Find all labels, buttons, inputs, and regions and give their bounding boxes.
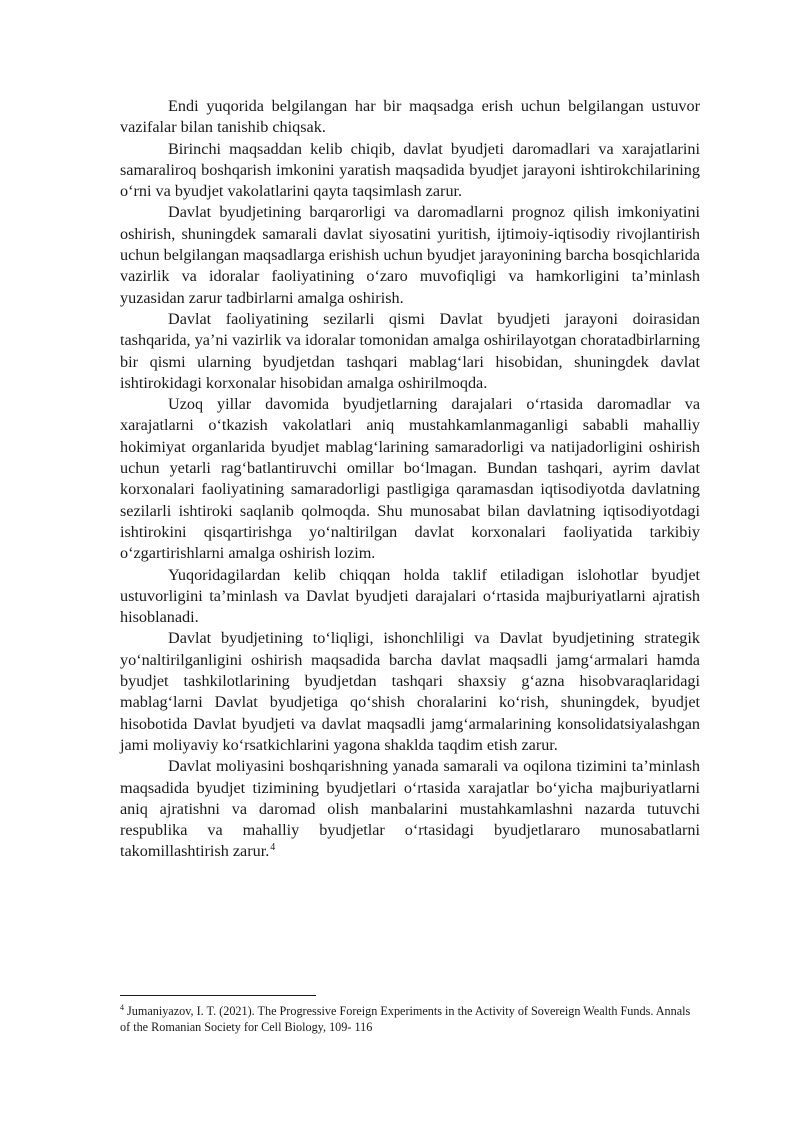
paragraph-8: [120, 756, 700, 862]
footnote-reference[interactable]: 4: [270, 842, 276, 853]
paragraph-3: Davlat byudjetining barqarorligi va daromadlarni prognoz qilish imkoniyatini oshirish, shuningdek samarali davlat siyosatini yuritish, ijtimoiy-iqtisodiy rivojlantirish uchun belgilangan maqsadlarga erishish uchun byudjet jarayonining barcha bosqichlarida vazirlik va idoralar faoliyatining oʻzaro muvofiqligi va hamkorligini taʼminlash yuzasidan zarur tadbirlarni amalga oshirish.: [120, 203, 700, 307]
paragraph-8-text: Davlat moliyasini boshqarishning yanada samarali va oqilona tizimini taʼminlash maqsadida byudjet tizimining byudjetlari oʻrtasida xarajatlar boʻyicha majburiyatlarni aniq ajratishni va daromad olish manbalarini mustahkamlashni nazarda tutuvchi respublika va mahalliy byudjetlar oʻrtasidagi byudjetlararo munosabatlarni takomillashtirish zarur.: [120, 757, 700, 861]
paragraph-6: Yuqoridagilardan kelib chiqqan holda taklif etiladigan islohotlar byudjet ustuvorligini taʼminlash va Davlat byudjeti darajalari oʻrtasida majburiyatlarni ajratish hisoblanadi.: [120, 565, 700, 627]
paragraph-5: Uzoq yillar davomida byudjetlarning darajalari oʻrtasida daromadlar va xarajatlarni oʻtkazish vakolatlari aniq mustahkamlanmaganligi sababli mahalliy hokimiyat organlarida byudjet mablagʻlarining samaradorligi va natijadorligini oshirish uchun yetarli ragʻbatlantiruvchi omillar boʻlmagan. Bundan tashqari, ayrim davlat korxonalari faoliyatining samaradorligi pastligiga qaramasdan iqtisodiyotda davlatning sezilarli ishtiroki saqlanib qolmoqda. Shu munosabat bilan davlatning iqtisodiyotdagi ishtirokini qisqartirishga yoʻnaltirilgan davlat korxonalari faoliyatida tarkibiy oʻzgartirishlarni amalga oshirish lozim.: [120, 395, 700, 563]
footnote: [120, 1004, 700, 1035]
paragraph-4: Davlat faoliyatining sezilarli qismi Davlat byudjeti jarayoni doirasidan tashqarida, yaʼni vazirlik va idoralar tomonidan amalga oshirilayotgan choratadbirlarning bir qismi ularning byudjetdan tashqari mablagʻlari hisobidan, shuningdek davlat ishtirokidagi korxonalar hisobidan amalga oshirilmoqda.: [120, 309, 700, 392]
paragraph-1: Endi yuqorida belgilangan har bir maqsadga erish uchun belgilangan ustuvor vazifalar bilan tanishib chiqsak.: [120, 97, 700, 137]
footnote-mark: 4: [120, 1002, 124, 1012]
footnote-separator: [120, 995, 316, 996]
paragraph-7: Davlat byudjetining toʻliqligi, ishonchliligi va Davlat byudjetining strategik yoʻnaltirilganligini oshirish maqsadida barcha davlat maqsadli jamgʻarmalari hamda byudjet tashkilotlarining byudjetdan tashqari shaxsiy gʻazna hisobvaraqlaridagi mablagʻlarni Davlat byudjetiga qoʻshish choralarini koʻrish, shuningdek, byudjet hisobotida Davlat byudjeti va davlat maqsadli jamgʻarmalarining konsolidatsiyalashgan jami moliyaviy koʻrsatkichlarini yagona shaklda taqdim etish zarur.: [120, 629, 700, 754]
paragraph-2: Birinchi maqsaddan kelib chiqib, davlat byudjeti daromadlari va xarajatlarini samaraliroq boshqarish imkonini yaratish maqsadida byudjet jarayoni ishtirokchilarining oʻrni va byudjet vakolatlarini qayta taqsimlash zarur.: [120, 139, 700, 201]
body-text: [120, 96, 700, 863]
footnote-text: Jumaniyazov, I. T. (2021). The Progressive Foreign Experiments in the Activity of Sovereign Wealth Funds. Annals of the Romanian Society for Cell Biology, 109- 116: [120, 1004, 691, 1034]
